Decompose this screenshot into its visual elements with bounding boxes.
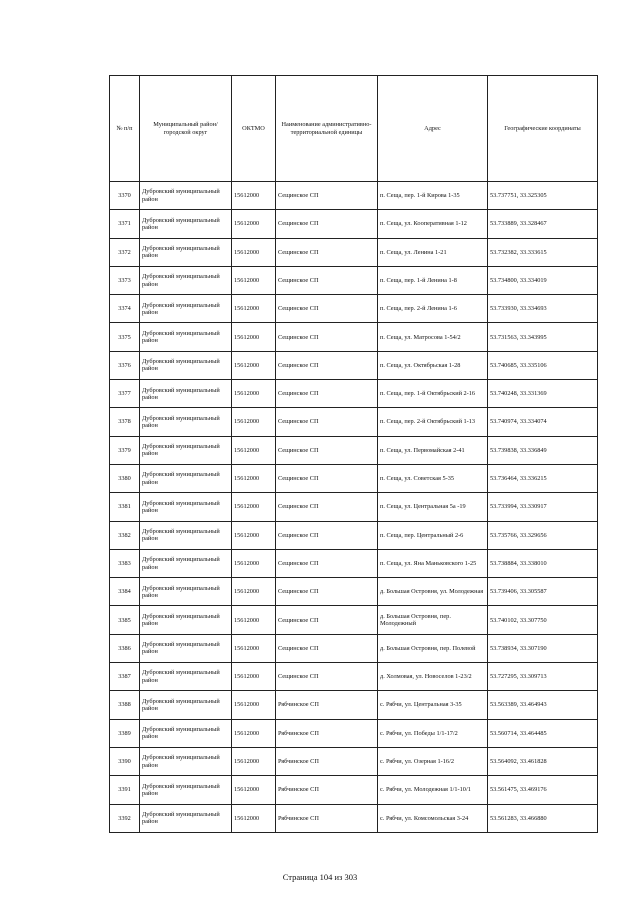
cell-row-number: 3385 bbox=[110, 606, 140, 634]
table-row bbox=[110, 266, 598, 294]
table-row bbox=[110, 747, 598, 775]
cell-address: п. Сеща, ул. Яна Маньковского 1-25 bbox=[378, 549, 488, 577]
cell-district: Дубровский муниципальный район bbox=[140, 521, 232, 549]
cell-row-number: 3383 bbox=[110, 549, 140, 577]
cell-row-number: 3389 bbox=[110, 719, 140, 747]
cell-address: с. Рябчи, ул. Центральная 3-35 bbox=[378, 691, 488, 719]
cell-row-number: 3392 bbox=[110, 804, 140, 832]
table-row bbox=[110, 351, 598, 379]
cell-coordinates: 53.739838, 33.336849 bbox=[488, 436, 598, 464]
cell-address: п. Сеща, ул. Октябрьская 1-28 bbox=[378, 351, 488, 379]
cell-coordinates: 53.733930, 33.334693 bbox=[488, 295, 598, 323]
table-row bbox=[110, 663, 598, 691]
table-row bbox=[110, 210, 598, 238]
cell-address: п. Сеща, ул. Кооперативная 1-12 bbox=[378, 210, 488, 238]
cell-row-number: 3380 bbox=[110, 464, 140, 492]
cell-address: с. Рябчи, ул. Озерная 1-16/2 bbox=[378, 747, 488, 775]
cell-coordinates: 53.727295, 33.309713 bbox=[488, 663, 598, 691]
cell-admin-unit: Сещинское СП bbox=[276, 210, 378, 238]
cell-coordinates: 53.740248, 33.331369 bbox=[488, 380, 598, 408]
header-coordinates: Географические координаты bbox=[488, 76, 598, 182]
cell-address: д. Большая Островня, ул. Молодежная bbox=[378, 578, 488, 606]
cell-district: Дубровский муниципальный район bbox=[140, 776, 232, 804]
table-row bbox=[110, 408, 598, 436]
cell-district: Дубровский муниципальный район bbox=[140, 436, 232, 464]
cell-oktmo: 15612000 bbox=[232, 521, 276, 549]
cell-address: с. Рябчи, ул. Комсомольская 3-24 bbox=[378, 804, 488, 832]
cell-district: Дубровский муниципальный район bbox=[140, 323, 232, 351]
cell-district: Дубровский муниципальный район bbox=[140, 380, 232, 408]
cell-row-number: 3381 bbox=[110, 493, 140, 521]
table-header bbox=[110, 76, 598, 182]
cell-row-number: 3384 bbox=[110, 578, 140, 606]
cell-admin-unit: Сещинское СП bbox=[276, 464, 378, 492]
cell-oktmo: 15612000 bbox=[232, 493, 276, 521]
cell-coordinates: 53.740685, 33.335106 bbox=[488, 351, 598, 379]
cell-coordinates: 53.735766, 33.329656 bbox=[488, 521, 598, 549]
cell-coordinates: 53.739406, 33.305587 bbox=[488, 578, 598, 606]
cell-district: Дубровский муниципальный район bbox=[140, 493, 232, 521]
cell-admin-unit: Рябчинское СП bbox=[276, 747, 378, 775]
header-district: Муниципальный район/городской округ bbox=[140, 76, 232, 182]
cell-admin-unit: Сещинское СП bbox=[276, 351, 378, 379]
cell-row-number: 3388 bbox=[110, 691, 140, 719]
cell-address: п. Сеща, ул. Советская 5-35 bbox=[378, 464, 488, 492]
cell-district: Дубровский муниципальный район bbox=[140, 182, 232, 210]
header-admin-unit: Наименование административно-территориальной единицы bbox=[276, 76, 378, 182]
cell-row-number: 3371 bbox=[110, 210, 140, 238]
cell-coordinates: 53.561283, 33.466880 bbox=[488, 804, 598, 832]
cell-oktmo: 15612000 bbox=[232, 776, 276, 804]
table-row bbox=[110, 380, 598, 408]
cell-row-number: 3376 bbox=[110, 351, 140, 379]
cell-address: п. Сеща, пер. 1-й Кирова 1-35 bbox=[378, 182, 488, 210]
cell-admin-unit: Сещинское СП bbox=[276, 578, 378, 606]
cell-address: п. Сеща, ул. Центральная 5а -19 bbox=[378, 493, 488, 521]
cell-district: Дубровский муниципальный район bbox=[140, 804, 232, 832]
cell-oktmo: 15612000 bbox=[232, 464, 276, 492]
cell-oktmo: 15612000 bbox=[232, 266, 276, 294]
cell-address: п. Сеща, пер. 2-й Октябрьский 1-13 bbox=[378, 408, 488, 436]
cell-oktmo: 15612000 bbox=[232, 663, 276, 691]
cell-row-number: 3372 bbox=[110, 238, 140, 266]
cell-coordinates: 53.737751, 33.325305 bbox=[488, 182, 598, 210]
page-footer: Страница 104 из 303 bbox=[282, 872, 358, 882]
cell-coordinates: 53.738884, 33.338010 bbox=[488, 549, 598, 577]
cell-oktmo: 15612000 bbox=[232, 436, 276, 464]
cell-oktmo: 15612000 bbox=[232, 634, 276, 662]
cell-admin-unit: Сещинское СП bbox=[276, 606, 378, 634]
margin-mark bbox=[86, 862, 87, 863]
table-row bbox=[110, 804, 598, 832]
cell-oktmo: 15612000 bbox=[232, 323, 276, 351]
cell-oktmo: 15612000 bbox=[232, 747, 276, 775]
cell-admin-unit: Сещинское СП bbox=[276, 323, 378, 351]
table-row bbox=[110, 436, 598, 464]
cell-admin-unit: Сещинское СП bbox=[276, 521, 378, 549]
cell-coordinates: 53.733889, 33.328467 bbox=[488, 210, 598, 238]
cell-oktmo: 15612000 bbox=[232, 691, 276, 719]
table-row bbox=[110, 323, 598, 351]
cell-coordinates: 53.738934, 33.307190 bbox=[488, 634, 598, 662]
cell-admin-unit: Сещинское СП bbox=[276, 634, 378, 662]
cell-row-number: 3375 bbox=[110, 323, 140, 351]
cell-admin-unit: Сещинское СП bbox=[276, 408, 378, 436]
cell-oktmo: 15612000 bbox=[232, 408, 276, 436]
cell-district: Дубровский муниципальный район bbox=[140, 351, 232, 379]
cell-oktmo: 15612000 bbox=[232, 804, 276, 832]
cell-oktmo: 15612000 bbox=[232, 549, 276, 577]
cell-address: д. Большая Островня, пер. Молодежный bbox=[378, 606, 488, 634]
cell-address: д. Большая Островня, пер. Полевой bbox=[378, 634, 488, 662]
cell-oktmo: 15612000 bbox=[232, 351, 276, 379]
cell-address: с. Рябчи, ул. Победы 1/1-17/2 bbox=[378, 719, 488, 747]
cell-row-number: 3374 bbox=[110, 295, 140, 323]
cell-oktmo: 15612000 bbox=[232, 380, 276, 408]
table-row bbox=[110, 238, 598, 266]
table-row bbox=[110, 493, 598, 521]
cell-row-number: 3373 bbox=[110, 266, 140, 294]
cell-admin-unit: Сещинское СП bbox=[276, 436, 378, 464]
cell-district: Дубровский муниципальный район bbox=[140, 295, 232, 323]
cell-admin-unit: Сещинское СП bbox=[276, 238, 378, 266]
cell-district: Дубровский муниципальный район bbox=[140, 549, 232, 577]
cell-oktmo: 15612000 bbox=[232, 210, 276, 238]
table-row bbox=[110, 719, 598, 747]
cell-address: п. Сеща, пер. Центральный 2-6 bbox=[378, 521, 488, 549]
cell-district: Дубровский муниципальный район bbox=[140, 747, 232, 775]
cell-row-number: 3379 bbox=[110, 436, 140, 464]
cell-admin-unit: Сещинское СП bbox=[276, 380, 378, 408]
cell-admin-unit: Сещинское СП bbox=[276, 549, 378, 577]
cell-district: Дубровский муниципальный район bbox=[140, 663, 232, 691]
cell-coordinates: 53.736464, 33.336215 bbox=[488, 464, 598, 492]
cell-coordinates: 53.564092, 33.461828 bbox=[488, 747, 598, 775]
table-row bbox=[110, 691, 598, 719]
cell-coordinates: 53.734800, 33.334019 bbox=[488, 266, 598, 294]
cell-district: Дубровский муниципальный район bbox=[140, 210, 232, 238]
cell-coordinates: 53.733994, 33.330917 bbox=[488, 493, 598, 521]
cell-address: п. Сеща, ул. Ленина 1-21 bbox=[378, 238, 488, 266]
cell-district: Дубровский муниципальный район bbox=[140, 266, 232, 294]
cell-district: Дубровский муниципальный район bbox=[140, 464, 232, 492]
cell-coordinates: 53.740974, 33.334074 bbox=[488, 408, 598, 436]
cell-row-number: 3382 bbox=[110, 521, 140, 549]
cell-admin-unit: Сещинское СП bbox=[276, 493, 378, 521]
cell-admin-unit: Рябчинское СП bbox=[276, 691, 378, 719]
table-row bbox=[110, 776, 598, 804]
cell-admin-unit: Рябчинское СП bbox=[276, 804, 378, 832]
cell-oktmo: 15612000 bbox=[232, 295, 276, 323]
cell-oktmo: 15612000 bbox=[232, 719, 276, 747]
cell-oktmo: 15612000 bbox=[232, 578, 276, 606]
cell-district: Дубровский муниципальный район bbox=[140, 408, 232, 436]
table-row bbox=[110, 464, 598, 492]
table-row bbox=[110, 549, 598, 577]
table-row bbox=[110, 578, 598, 606]
cell-admin-unit: Рябчинское СП bbox=[276, 719, 378, 747]
cell-row-number: 3387 bbox=[110, 663, 140, 691]
cell-admin-unit: Сещинское СП bbox=[276, 266, 378, 294]
table-row bbox=[110, 606, 598, 634]
cell-row-number: 3386 bbox=[110, 634, 140, 662]
cell-address: п. Сеща, ул. Первомайская 2-41 bbox=[378, 436, 488, 464]
cell-coordinates: 53.561475, 33.469176 bbox=[488, 776, 598, 804]
cell-oktmo: 15612000 bbox=[232, 182, 276, 210]
table-row bbox=[110, 521, 598, 549]
table-row bbox=[110, 634, 598, 662]
cell-district: Дубровский муниципальный район bbox=[140, 634, 232, 662]
cell-admin-unit: Рябчинское СП bbox=[276, 776, 378, 804]
cell-row-number: 3370 bbox=[110, 182, 140, 210]
cell-address: д. Холмовая, ул. Новоселов 1-23/2 bbox=[378, 663, 488, 691]
cell-address: п. Сеща, пер. 2-й Ленина 1-6 bbox=[378, 295, 488, 323]
cell-row-number: 3377 bbox=[110, 380, 140, 408]
table-row bbox=[110, 182, 598, 210]
cell-row-number: 3378 bbox=[110, 408, 140, 436]
cell-coordinates: 53.560714, 33.464485 bbox=[488, 719, 598, 747]
cell-district: Дубровский муниципальный район bbox=[140, 691, 232, 719]
cell-coordinates: 53.563389, 33.464943 bbox=[488, 691, 598, 719]
table-row bbox=[110, 295, 598, 323]
cell-oktmo: 15612000 bbox=[232, 238, 276, 266]
cell-admin-unit: Сещинское СП bbox=[276, 182, 378, 210]
cell-coordinates: 53.731563, 33.343995 bbox=[488, 323, 598, 351]
cell-district: Дубровский муниципальный район bbox=[140, 238, 232, 266]
register-table bbox=[109, 75, 598, 833]
header-row bbox=[110, 76, 598, 182]
cell-row-number: 3391 bbox=[110, 776, 140, 804]
cell-address: п. Сеща, ул. Матросова 1-54/2 bbox=[378, 323, 488, 351]
cell-district: Дубровский муниципальный район bbox=[140, 578, 232, 606]
table-body bbox=[110, 182, 598, 833]
cell-address: п. Сеща, пер. 1-й Октябрьский 2-16 bbox=[378, 380, 488, 408]
cell-coordinates: 53.740102, 33.307750 bbox=[488, 606, 598, 634]
cell-admin-unit: Сещинское СП bbox=[276, 295, 378, 323]
header-oktmo: ОКТМО bbox=[232, 76, 276, 182]
cell-address: с. Рябчи, ул. Молодежная 1/1-10/1 bbox=[378, 776, 488, 804]
header-number: № п/п bbox=[110, 76, 140, 182]
cell-row-number: 3390 bbox=[110, 747, 140, 775]
cell-district: Дубровский муниципальный район bbox=[140, 606, 232, 634]
cell-admin-unit: Сещинское СП bbox=[276, 663, 378, 691]
cell-address: п. Сеща, пер. 1-й Ленина 1-8 bbox=[378, 266, 488, 294]
header-address: Адрес bbox=[378, 76, 488, 182]
cell-coordinates: 53.732382, 33.333615 bbox=[488, 238, 598, 266]
cell-oktmo: 15612000 bbox=[232, 606, 276, 634]
cell-district: Дубровский муниципальный район bbox=[140, 719, 232, 747]
